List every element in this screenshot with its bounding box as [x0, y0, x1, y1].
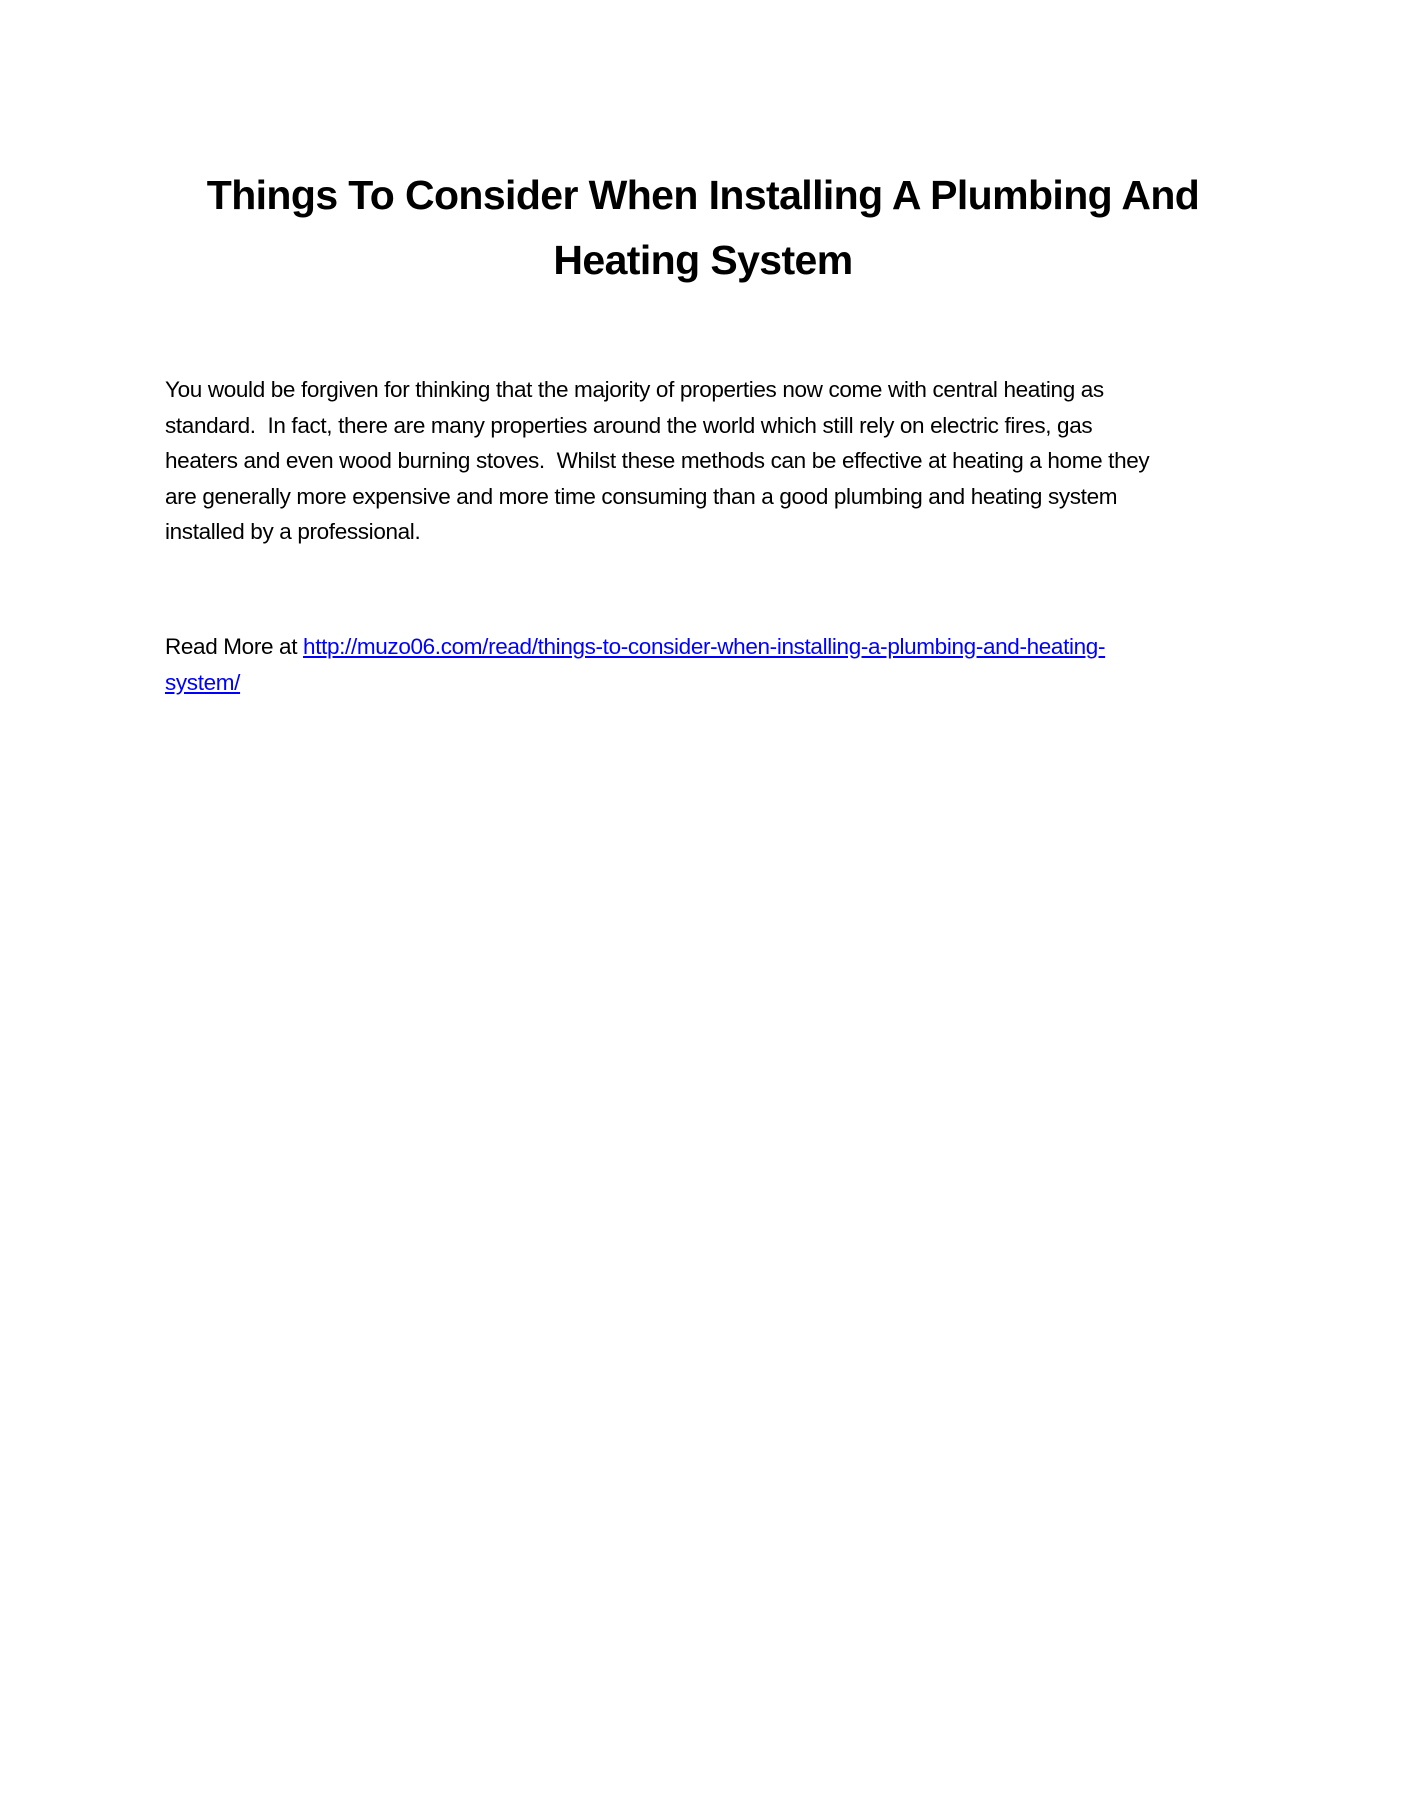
read-more-paragraph	[165, 629, 1245, 700]
title-line: Things To Consider When Installing A Plumbing And	[206, 172, 1200, 218]
read-more-link-continued[interactable]	[165, 670, 240, 695]
paragraph-line: standard. In fact, there are many properties around the world which still rely on electric fires, gas	[165, 412, 1093, 438]
read-more-link-line-2[interactable]: system/	[165, 669, 241, 695]
document-title	[165, 163, 1241, 293]
paragraph-line: are generally more expensive and more time consuming than a good plumbing and heating system	[165, 483, 1118, 509]
read-more-link[interactable]	[303, 634, 1105, 659]
read-more-link-line-1[interactable]: http://muzo06.com/read/things-to-consider-when-installing-a-plumbing-and-heating-	[303, 634, 1106, 659]
paragraph-line: heaters and even wood burning stoves. Whilst these methods can be effective at heating a home they	[165, 448, 1150, 473]
title-line: Heating System	[553, 237, 853, 283]
paragraph-line: You would be forgiven for thinking that the majority of properties now come with central heating as	[165, 377, 1104, 402]
intro-paragraph	[165, 372, 1245, 550]
paragraph-line: installed by a professional.	[165, 519, 421, 544]
read-more-label: Read More at	[165, 634, 304, 659]
